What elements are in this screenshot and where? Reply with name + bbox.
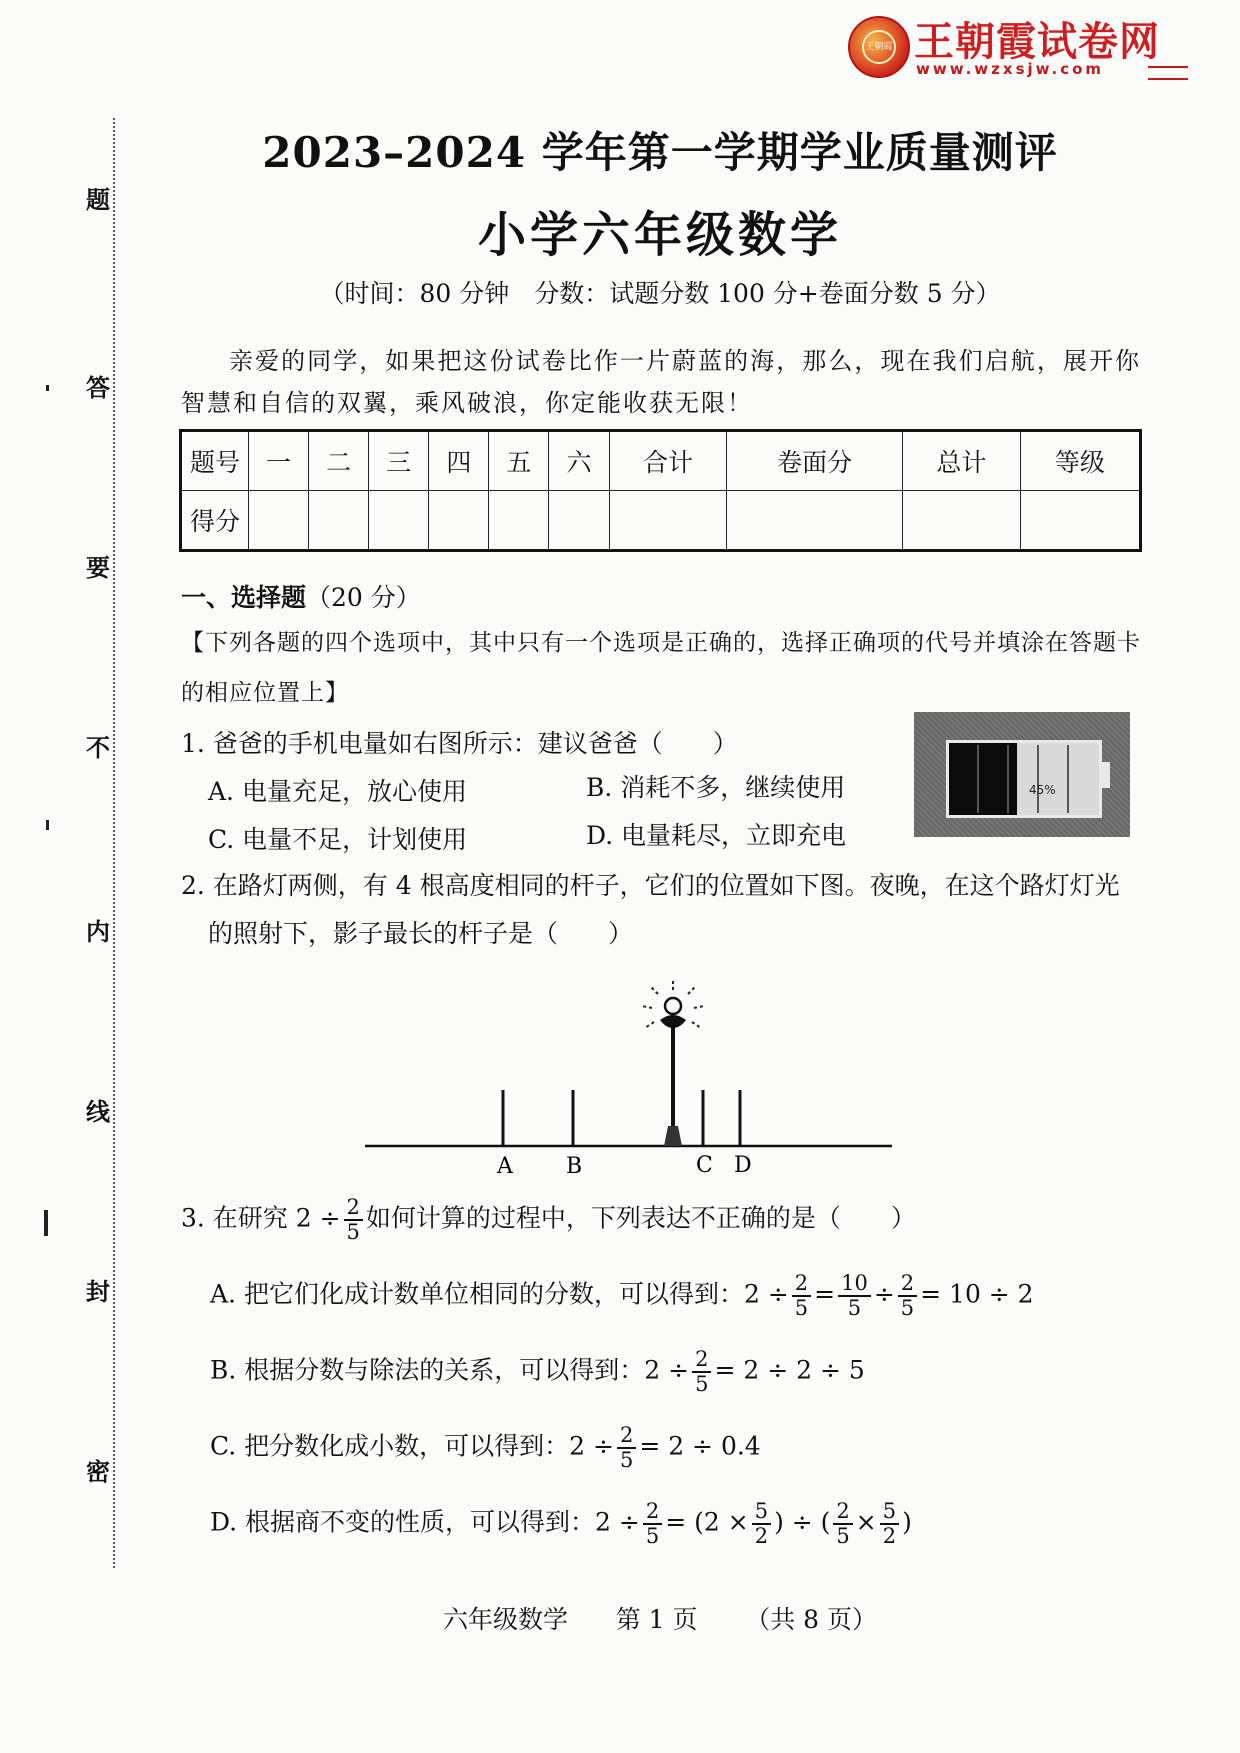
score-table (179, 429, 1142, 552)
option-b-end: = 2 ÷ 2 ÷ 5 (714, 1355, 865, 1385)
score-table-header-row (181, 431, 1141, 491)
score-cell[interactable] (1020, 491, 1140, 551)
question-1-option-c[interactable]: C. 电量不足，计划使用 (208, 825, 468, 854)
section-points: （20 分） (306, 583, 421, 612)
battery-body (946, 740, 1102, 818)
intro-paragraph: 亲爱的同学，如果把这份试卷比作一片蔚蓝的海，那么，现在我们启航，展开你智慧和自信的双翼，乘风破浪，你定能收获无限！ (181, 347, 1141, 417)
lamp-base (664, 1126, 682, 1146)
fraction-2-5: $\frac{2}{5}$ (898, 1272, 917, 1320)
column-header: 五 (489, 431, 549, 491)
logo-decoration (1148, 66, 1188, 80)
margin-mark (46, 820, 49, 830)
margin-mark (46, 385, 49, 391)
footer-total: （共 8 页） (745, 1605, 877, 1634)
option-b-text: B. 根据分数与除法的关系，可以得到：2 ÷ (210, 1355, 690, 1385)
question-1-option-a[interactable]: A. 电量充足，放心使用 (208, 777, 467, 806)
question-3-option-c[interactable] (210, 1424, 761, 1472)
score-cell[interactable] (489, 491, 549, 551)
times-sign: × (855, 1507, 877, 1537)
option-d-text: D. 根据商不变的性质，可以得到：2 ÷ (210, 1507, 640, 1537)
binding-char: 要 (86, 553, 110, 582)
battery-segment-divider (977, 745, 979, 813)
column-header: 六 (549, 431, 609, 491)
fraction-2-5: $\frac{2}{5}$ (643, 1500, 662, 1548)
equals-sign: = (814, 1279, 836, 1309)
battery-segment-divider (1007, 745, 1009, 813)
score-cell[interactable] (727, 491, 903, 551)
footer-subject: 六年级数学 (442, 1605, 568, 1634)
score-cell[interactable] (549, 491, 609, 551)
column-header: 等级 (1020, 431, 1140, 491)
fraction-2-5: $\frac{2}{5}$ (792, 1272, 811, 1320)
question-1-text: 1. 爸爸的手机电量如右图所示：建议爸爸（ ） (181, 729, 738, 758)
column-header: 三 (369, 431, 429, 491)
section-title (181, 578, 421, 614)
option-c-end: = 2 ÷ 0.4 (639, 1431, 761, 1461)
score-cell[interactable] (309, 491, 369, 551)
pole-label-d: D (734, 1153, 752, 1178)
question-3-option-b[interactable] (210, 1348, 865, 1396)
logo-badge-icon (848, 16, 910, 78)
question-2-text-line2: 的照射下，影子最长的杆子是（ ） (208, 919, 634, 948)
binding-char: 答 (86, 373, 110, 402)
row-header: 题号 (181, 431, 249, 491)
exam-subject: 小学六年级数学 (477, 207, 842, 263)
question-3-option-a[interactable] (210, 1272, 1034, 1320)
binding-char: 封 (86, 1277, 110, 1306)
binding-char: 密 (86, 1457, 110, 1486)
page-footer (130, 1600, 1190, 1636)
score-cell[interactable] (429, 491, 489, 551)
section-instruction: 【下列各题的四个选项中，其中只有一个选项是正确的，选择正确项的代号并填涂在答题卡的相应位置上】 (181, 630, 1141, 706)
streetlight-diagram (360, 980, 900, 1180)
battery-percent-label: 45% (1029, 783, 1056, 797)
logo-badge-text: 王朝霞 (862, 30, 896, 64)
column-header: 卷面分 (727, 431, 903, 491)
score-cell[interactable] (609, 491, 727, 551)
question-2-text-line1: 2. 在路灯两侧，有 4 根高度相同的杆子，它们的位置如下图。夜晚，在这个路灯灯光 (181, 871, 1120, 900)
option-c-text: C. 把分数化成小数，可以得到：2 ÷ (210, 1431, 614, 1461)
footer-page: 第 1 页 (615, 1605, 698, 1634)
pole-label-c: C (696, 1153, 713, 1178)
fraction-5-2: $\frac{5}{2}$ (880, 1500, 899, 1548)
battery-tip (1100, 762, 1110, 788)
fraction-2-5: $\frac{2}{5}$ (617, 1424, 636, 1472)
battery-segment-divider (1067, 745, 1069, 813)
question-3-suffix: 如何计算的过程中，下列表达不正确的是（ ） (365, 1203, 916, 1233)
column-header: 一 (249, 431, 309, 491)
lamp-bulb (665, 998, 681, 1014)
option-a-end: = 10 ÷ 2 (920, 1279, 1034, 1309)
battery-segment-divider (1037, 745, 1039, 813)
exam-title: 2023–2024 学年第一学期学业质量测评 (262, 128, 1058, 177)
question-3-option-d[interactable] (210, 1500, 912, 1548)
question-1-option-d[interactable]: D. 电量耗尽，立即充电 (586, 821, 847, 850)
option-a-text: A. 把它们化成计数单位相同的分数，可以得到：2 ÷ (210, 1279, 789, 1309)
question-3-prefix: 3. 在研究 2 ÷ (181, 1203, 341, 1233)
fraction-10-5: $\frac{10}{5}$ (838, 1272, 871, 1320)
option-d-mid1: = (2 × (665, 1507, 749, 1537)
fraction-2-5: $\frac{2}{5}$ (344, 1196, 363, 1244)
margin-mark (44, 1210, 48, 1236)
binding-char: 不 (86, 733, 110, 762)
logo-name: 王朝霞试卷网 (914, 19, 1160, 65)
binding-char: 线 (86, 1097, 110, 1126)
exam-info: （时间：80 分钟 分数：试题分数 100 分+卷面分数 5 分） (319, 279, 1001, 308)
pole-label-b: B (566, 1154, 583, 1179)
score-cell[interactable] (369, 491, 429, 551)
pole-label-a: A (497, 1154, 513, 1179)
score-table-score-row (181, 491, 1141, 551)
column-header: 总计 (902, 431, 1020, 491)
fraction-5-2: $\frac{5}{2}$ (752, 1500, 771, 1548)
question-1-option-b[interactable]: B. 消耗不多，继续使用 (586, 773, 846, 802)
logo-url: www.wzxsjw.com (916, 60, 1105, 78)
binding-char: 内 (86, 917, 110, 946)
question-3-text (181, 1196, 916, 1244)
binding-char: 题 (86, 185, 110, 214)
battery-image (914, 712, 1130, 837)
binding-dotted-line (113, 118, 115, 1568)
row-header: 得分 (181, 491, 249, 551)
column-header: 二 (309, 431, 369, 491)
column-header: 合计 (609, 431, 727, 491)
option-d-close: ) (902, 1507, 912, 1537)
site-logo (848, 14, 1178, 80)
divide-sign: ÷ (873, 1279, 895, 1309)
fraction-2-5: $\frac{2}{5}$ (833, 1500, 852, 1548)
column-header: 四 (429, 431, 489, 491)
section-heading: 一、选择题 (181, 583, 307, 612)
score-cell[interactable] (249, 491, 309, 551)
score-cell[interactable] (902, 491, 1020, 551)
fraction-2-5: $\frac{2}{5}$ (692, 1348, 711, 1396)
option-d-mid2: ) ÷ ( (774, 1507, 831, 1537)
